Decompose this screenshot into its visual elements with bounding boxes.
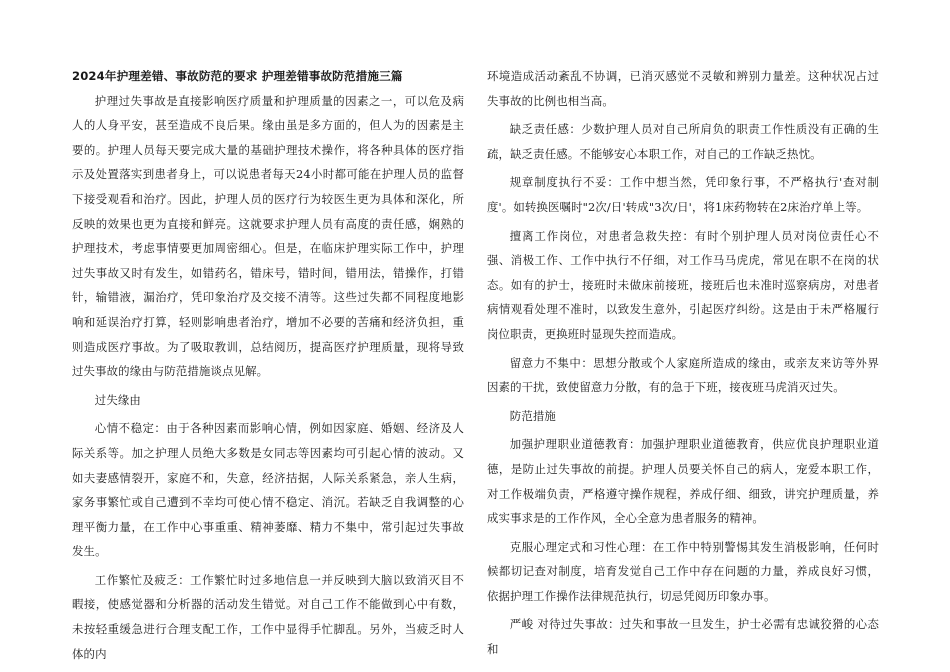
section-heading-causes: 过失缘由 bbox=[94, 392, 141, 407]
paragraph-lack-responsibility: 缺乏责任感：少数护理人员对自己所肩负的职责工作性质没有正确的生疏，缺乏责任感。不能够安心本职工作，对自己的工作缺乏热忱。 bbox=[487, 122, 879, 161]
right-column bbox=[487, 64, 879, 666]
paragraph-rules-execution: 规章制度执行不妥：工作中想当然，凭印象行事，不严格执行'查对制度'。如转换医嘱时"2次/日'转成"3次/日'，将1床药物转在2床治疗单上等。 bbox=[487, 175, 879, 214]
section-heading-prevention: 防范措施 bbox=[509, 408, 556, 423]
left-column bbox=[72, 64, 464, 670]
paragraph-overcome-mindset: 克服心理定式和习性心理：在工作中特别警惕其发生消极影响，任何时候都切记查对制度，培育发觉自己工作中存在问题的力量，养成良好习惯，依据护理工作操作法律规范执行，切忌凭阅历印象办事。 bbox=[487, 539, 879, 603]
paragraph-emotional-instability: 心情不稳定：由于各种因素而影响心情，例如因家庭、婚姻、经济及人际关系等。加之护理人员绝大多数是女同志等因素均可引起心情的波动。又如夫妻感情裂开，家庭不和，失意，经济拮据，人际关系紧急，亲人生病，家务事繁忙或自己遭到不幸均可使心情不稳定、消沉。若缺乏自我调整的心理平衡力量，在工作中心事重重、精神萎靡、精力不集中，常引起过失事故发生。 bbox=[72, 421, 464, 559]
intro-paragraph: 护理过失事故是直接影响医疗质量和护理质量的因素之一，可以危及病人的人身平安，甚至造成不良后果。缘由虽是多方面的，但人为的因素是主要的。护理人员每天要完成大量的基础护理技术操作，将各种具体的医疗指示及处置落实到患者身上，可以说患者每天24小时都可能在护理人员的监督下接受观看和治疗。因此，护理人员的医疗行为较医生更为具体和深化，所反映的效果也更为直接和鲜亮。这就要求护理人员有高度的责任感，娴熟的护理技术，考虑事情要更加周密细心。但是，在临床护理实际工作中，护理过失事故又时有发生，如错药名，错床号，错时间，错用法，错操作，打错针，输错液，漏治疗，凭印象治疗及交接不清等。这些过失都不同程度地影响和延误治疗打算，轻则影响患者治疗，增加不必要的苦痛和经济负担，重则造成医疗事故。为了吸取教训，总结阅历，提高医疗护理质量，现将导致过失事故的缘由与防范措施谈点见解。 bbox=[72, 93, 464, 379]
paragraph-busy-fatigue: 工作繁忙及疲乏：工作繁忙时过多地信息一并反映到大脑以致消灭目不暇接，使感觉器和分析器的活动发生错觉。对自己工作不能做到心中有数，未按轻重缓急进行合理支配工作，工作中显得手忙脚乱。另外，当疲乏时人体的内 bbox=[72, 572, 464, 661]
paragraph-continuation: 环境造成活动紊乱不协调，已消灭感觉不灵敏和辨别力量差。这种状况占过失事故的比例也相当高。 bbox=[487, 69, 879, 108]
paragraph-treat-errors: 严峻 对待过失事故：过失和事故一旦发生，护士必需有忠诚狡猾的心态和 bbox=[487, 617, 879, 657]
paragraph-ethics-education: 加强护理职业道德教育：加强护理职业道德教育，供应优良护理职业道德，是防止过失事故的前提。护理人员要关怀自己的病人，宠爱本职工作，对工作极端负责，严格遵守操作规程，养成仔细、细致，讲究护理质量，养成实事求是的工作作风，全心全意为患者服务的精神。 bbox=[487, 437, 879, 526]
paragraph-leaving-post: 擅离工作岗位，对患者急救失控：有时个别护理人员对岗位责任心不强、消极工作、工作中执行不仔细，对工作马马虎虎，常见在职不在岗的状态。如有的护士，接班时未做床前接班，接班后也未准时巡察病房，对患者病情观看处理不准时，以致发生意外，引起医疗纠纷。这是由于未严格履行岗位职责，更换班时显现失控而造成。 bbox=[487, 228, 879, 341]
paragraph-inattention: 留意力不集中：思想分散或个人家庭所造成的缘由，或亲友来访等外界因素的干扰，致使留意力分散，有的急于下班，接夜班马虎消灭过失。 bbox=[487, 355, 879, 395]
document-title: 2024年护理差错、事故防范的要求 护理差错事故防范措施三篇 bbox=[72, 69, 403, 83]
